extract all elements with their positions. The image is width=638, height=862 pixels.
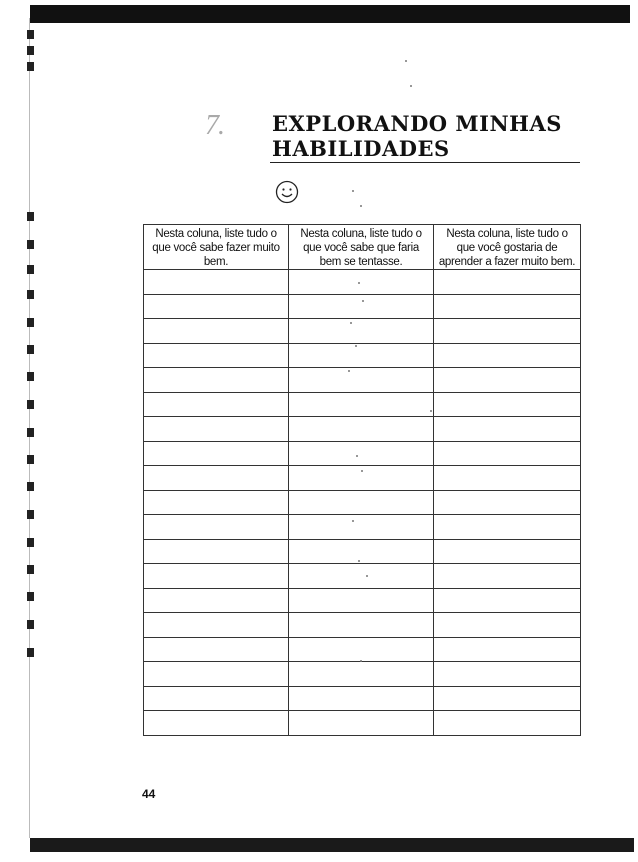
table-row	[144, 637, 581, 662]
binder-hole	[27, 212, 34, 221]
table-row	[144, 539, 581, 564]
scan-speck	[361, 470, 363, 472]
scan-speck	[358, 560, 360, 562]
writing-cell[interactable]	[289, 368, 434, 393]
writing-cell[interactable]	[289, 539, 434, 564]
writing-cell[interactable]	[434, 270, 581, 295]
writing-cell[interactable]	[144, 270, 289, 295]
page-title	[272, 111, 592, 161]
table-header-row	[144, 225, 581, 270]
binder-hole	[27, 30, 34, 39]
writing-cell[interactable]	[144, 466, 289, 491]
table-row	[144, 392, 581, 417]
table-row	[144, 441, 581, 466]
writing-cell[interactable]	[144, 392, 289, 417]
writing-cell[interactable]	[144, 441, 289, 466]
binder-hole	[27, 510, 34, 519]
binder-hole	[27, 265, 34, 274]
scan-speck	[356, 455, 358, 457]
table-row	[144, 662, 581, 687]
table-row	[144, 588, 581, 613]
binder-hole	[27, 46, 34, 55]
table-row	[144, 319, 581, 344]
writing-cell[interactable]	[434, 490, 581, 515]
scan-speck	[358, 282, 360, 284]
writing-cell[interactable]	[289, 441, 434, 466]
binder-hole	[27, 62, 34, 71]
writing-cell[interactable]	[289, 588, 434, 613]
binder-hole	[27, 648, 34, 657]
writing-cell[interactable]	[289, 637, 434, 662]
smiley-face-icon	[275, 180, 299, 204]
table-row	[144, 294, 581, 319]
table-row	[144, 613, 581, 638]
writing-cell[interactable]	[289, 294, 434, 319]
writing-cell[interactable]	[434, 686, 581, 711]
scan-speck	[410, 85, 412, 87]
binder-hole	[27, 290, 34, 299]
writing-cell[interactable]	[434, 343, 581, 368]
binder-hole	[27, 482, 34, 491]
scan-speck	[352, 190, 354, 192]
binder-hole	[27, 345, 34, 354]
scan-speck	[362, 300, 364, 302]
writing-cell[interactable]	[434, 417, 581, 442]
page-number: 44	[142, 787, 156, 801]
writing-cell[interactable]	[434, 441, 581, 466]
binder-hole	[27, 240, 34, 249]
binder-hole	[27, 372, 34, 381]
writing-cell[interactable]	[144, 613, 289, 638]
writing-cell[interactable]	[289, 711, 434, 736]
scan-speck	[352, 520, 354, 522]
writing-cell[interactable]	[144, 319, 289, 344]
table-row	[144, 270, 581, 295]
binder-hole	[27, 538, 34, 547]
chapter-number: 7.	[205, 110, 224, 141]
table-row	[144, 515, 581, 540]
header-can-do-well: Nesta coluna, liste tudo o que você sabe fazer muito bem.	[144, 225, 289, 270]
writing-cell[interactable]	[434, 466, 581, 491]
header-want-to-learn: Nesta coluna, liste tudo o que você gostaria de aprender a fazer muito bem.	[434, 225, 581, 270]
writing-cell[interactable]	[434, 564, 581, 589]
writing-cell[interactable]	[144, 417, 289, 442]
writing-cell[interactable]	[434, 294, 581, 319]
scan-speck	[360, 205, 362, 207]
binder-hole	[27, 318, 34, 327]
writing-cell[interactable]	[144, 515, 289, 540]
writing-cell[interactable]	[289, 490, 434, 515]
scan-speck	[405, 60, 407, 62]
writing-cell[interactable]	[434, 539, 581, 564]
binder-hole	[27, 455, 34, 464]
title-underline	[270, 162, 580, 163]
binder-hole	[27, 428, 34, 437]
scan-top-edge	[30, 5, 630, 23]
writing-cell[interactable]	[289, 564, 434, 589]
writing-cell[interactable]	[289, 515, 434, 540]
writing-cell[interactable]	[144, 343, 289, 368]
writing-cell[interactable]	[434, 662, 581, 687]
writing-cell[interactable]	[434, 515, 581, 540]
writing-cell[interactable]	[144, 637, 289, 662]
table-row	[144, 711, 581, 736]
writing-cell[interactable]	[144, 294, 289, 319]
table-row	[144, 490, 581, 515]
writing-cell[interactable]	[434, 637, 581, 662]
scan-speck	[350, 322, 352, 324]
writing-cell[interactable]	[434, 319, 581, 344]
writing-cell[interactable]	[289, 662, 434, 687]
writing-cell[interactable]	[289, 417, 434, 442]
writing-cell[interactable]	[434, 711, 581, 736]
scan-speck	[366, 575, 368, 577]
writing-cell[interactable]	[144, 588, 289, 613]
title-line-2: HABILIDADES	[272, 136, 450, 161]
writing-cell[interactable]	[289, 613, 434, 638]
writing-cell[interactable]	[144, 662, 289, 687]
binder-hole	[27, 400, 34, 409]
binder-hole	[27, 620, 34, 629]
writing-cell[interactable]	[289, 392, 434, 417]
binder-hole	[27, 565, 34, 574]
writing-cell[interactable]	[144, 564, 289, 589]
writing-cell[interactable]	[434, 613, 581, 638]
writing-cell[interactable]	[289, 343, 434, 368]
scan-speck	[348, 370, 350, 372]
table-row	[144, 417, 581, 442]
writing-cell[interactable]	[434, 392, 581, 417]
writing-cell[interactable]	[289, 270, 434, 295]
writing-cell[interactable]	[289, 319, 434, 344]
writing-cell[interactable]	[144, 490, 289, 515]
writing-cell[interactable]	[434, 588, 581, 613]
writing-cell[interactable]	[144, 686, 289, 711]
writing-cell[interactable]	[289, 686, 434, 711]
scan-speck	[355, 345, 357, 347]
writing-cell[interactable]	[434, 368, 581, 393]
table-row	[144, 343, 581, 368]
binder-hole	[27, 592, 34, 601]
scan-speck	[430, 410, 432, 412]
writing-cell[interactable]	[144, 368, 289, 393]
table-row	[144, 368, 581, 393]
scan-bottom-edge	[30, 838, 634, 852]
writing-cell[interactable]	[144, 711, 289, 736]
table-row	[144, 564, 581, 589]
title-line-1: EXPLORANDO MINHAS	[272, 111, 562, 136]
header-could-do-well: Nesta coluna, liste tudo o que você sabe que faria bem se tentasse.	[289, 225, 434, 270]
writing-cell[interactable]	[144, 539, 289, 564]
scan-speck	[360, 660, 362, 662]
table-row	[144, 686, 581, 711]
